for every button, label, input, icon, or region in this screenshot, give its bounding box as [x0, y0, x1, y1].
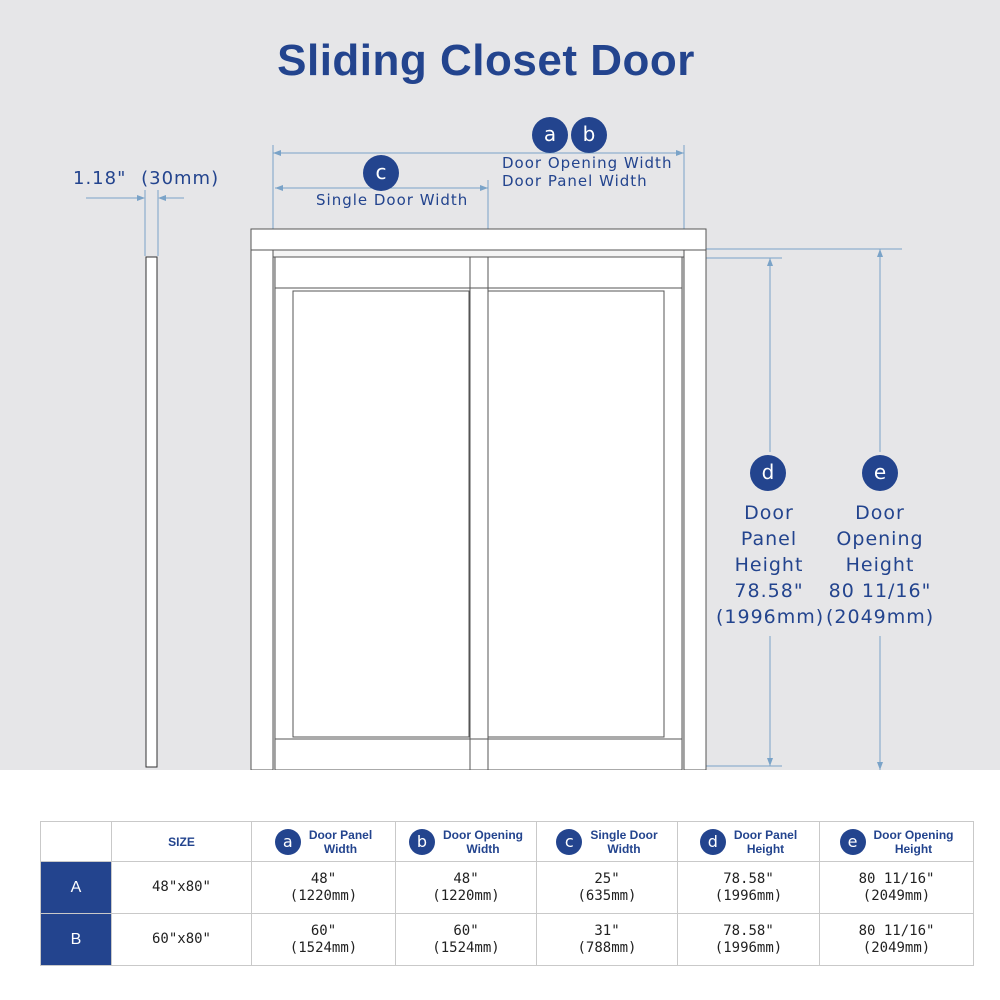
header-panel-width: a Door Panel Width — [252, 822, 396, 862]
page-title: Sliding Closet Door — [277, 36, 695, 85]
badge-d: d — [750, 455, 786, 491]
size-spec-table — [40, 821, 974, 966]
thickness-label — [73, 168, 219, 189]
panel-height-mm: (1996mm) — [716, 606, 825, 628]
table-row — [41, 914, 974, 966]
row-b-panel-width: 60" (1524mm) — [252, 914, 396, 966]
row-label-b: B — [41, 914, 112, 966]
row-a-panel-height: 78.58" (1996mm) — [678, 862, 820, 914]
header-size: SIZE — [112, 822, 252, 862]
row-a-size: 48"x80" — [112, 862, 252, 914]
panel-height-word-1: Door — [744, 502, 794, 524]
header-badge-d: d — [700, 829, 726, 855]
row-label-a: A — [41, 862, 112, 914]
header-opening-height: e Door Opening Height — [820, 822, 974, 862]
row-a-opening-height: 80 11/16" (2049mm) — [820, 862, 974, 914]
row-b-panel-height: 78.58" (1996mm) — [678, 914, 820, 966]
header-badge-e: e — [840, 829, 866, 855]
badge-b: b — [571, 117, 607, 153]
opening-height-word-1: Door — [855, 502, 905, 524]
header-panel-height: d Door Panel Height — [678, 822, 820, 862]
door-panel-height-label — [716, 500, 825, 630]
row-b-opening-width: 60" (1524mm) — [396, 914, 537, 966]
row-b-opening-height: 80 11/16" (2049mm) — [820, 914, 974, 966]
door-opening-width-label: Door Opening Width — [502, 154, 673, 172]
door-panel-width-label: Door Panel Width — [502, 172, 648, 190]
thickness-inches: 1.18" — [73, 168, 127, 189]
opening-height-mm: (2049mm) — [826, 606, 935, 628]
panel-height-value: 78.58" — [734, 580, 804, 602]
row-a-panel-width: 48" (1220mm) — [252, 862, 396, 914]
opening-height-word-2: Opening — [836, 528, 924, 550]
panel-height-word-2: Panel — [740, 528, 798, 550]
header-badge-a: a — [275, 829, 301, 855]
row-a-single-door-width: 25" (635mm) — [537, 862, 678, 914]
row-b-size: 60"x80" — [112, 914, 252, 966]
row-b-single-door-width: 31" (788mm) — [537, 914, 678, 966]
right-door-panel — [470, 257, 682, 770]
row-a-opening-width: 48" (1220mm) — [396, 862, 537, 914]
badge-c: c — [363, 155, 399, 191]
opening-height-word-3: Height — [845, 554, 915, 576]
door-opening-height-label — [826, 500, 934, 630]
badge-e: e — [862, 455, 898, 491]
header-badge-b: b — [409, 829, 435, 855]
header-single-door-width: c Single Door Width — [537, 822, 678, 862]
thickness-mm: (30mm) — [141, 168, 220, 189]
table-row — [41, 862, 974, 914]
badge-a: a — [532, 117, 568, 153]
header-empty — [41, 822, 112, 862]
header-opening-width: b Door Opening Width — [396, 822, 537, 862]
table-header-row — [41, 822, 974, 862]
door-side-profile — [146, 257, 157, 767]
single-door-width-label: Single Door Width — [316, 191, 469, 209]
opening-height-value: 80 11/16" — [828, 580, 932, 602]
left-door-panel — [275, 257, 488, 770]
panel-height-word-3: Height — [734, 554, 804, 576]
header-badge-c: c — [556, 829, 582, 855]
